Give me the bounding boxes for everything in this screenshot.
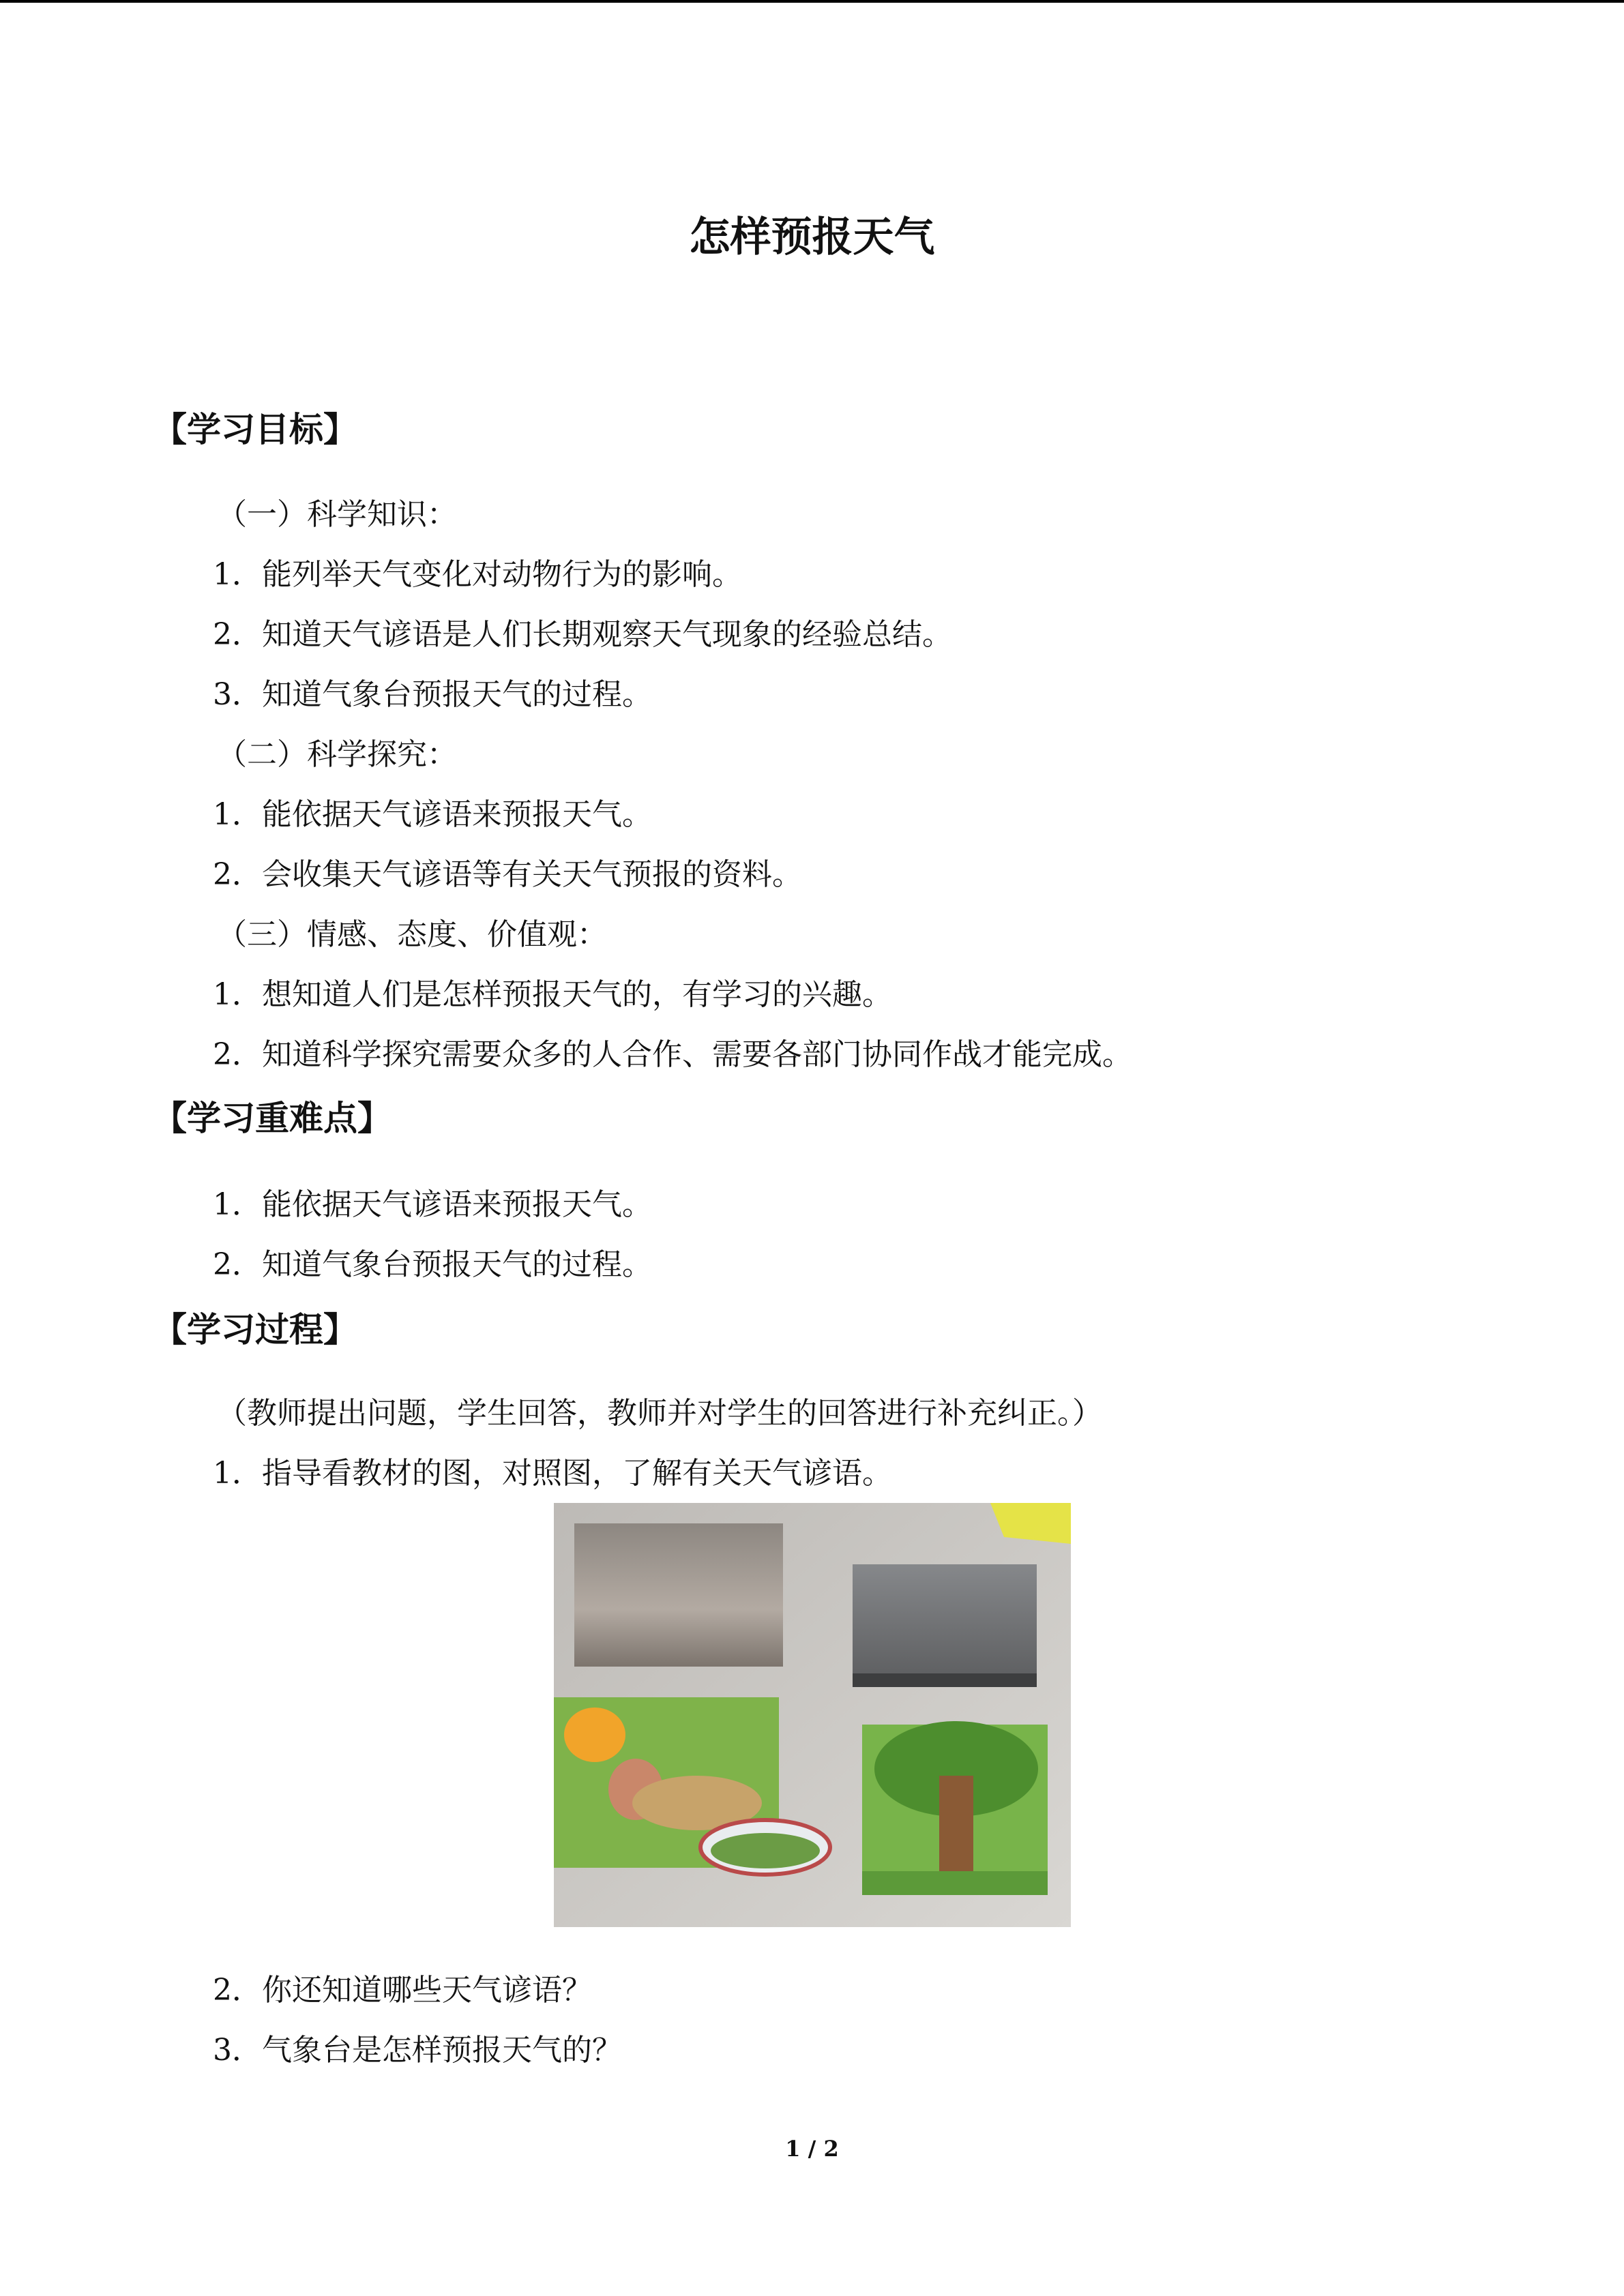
list-item: 2．知道气象台预报天气的过程。	[213, 1247, 652, 1282]
list-item: 3．知道气象台预报天气的过程。	[213, 677, 652, 712]
list-item: 2．知道科学探究需要众多的人合作、需要各部门协同作战才能完成。	[213, 1037, 1132, 1072]
textbook-figure	[554, 1503, 1071, 1927]
page-title: 怎样预报天气	[689, 213, 935, 261]
list-item: 1．指导看教材的图，对照图，了解有关天气谚语。	[213, 1456, 892, 1491]
process-note: （教师提出问题，学生回答，教师并对学生的回答进行补充纠正。）	[217, 1396, 1102, 1431]
list-item: 1．能列举天气变化对动物行为的影响。	[213, 557, 742, 592]
heading-process: 【学习过程】	[153, 1310, 357, 1350]
list-item: 1．能依据天气谚语来预报天气。	[213, 797, 652, 832]
heading-objectives: 【学习目标】	[153, 410, 357, 449]
list-item: 3．气象台是怎样预报天气的？	[213, 2033, 622, 2068]
subheading-knowledge: （一）科学知识：	[217, 497, 457, 532]
subheading-inquiry: （二）科学探究：	[217, 737, 457, 772]
top-border	[0, 0, 1624, 3]
list-item: 2．知道天气谚语是人们长期观察天气现象的经验总结。	[213, 617, 952, 652]
list-item: 2．你还知道哪些天气谚语？	[213, 1973, 592, 2008]
list-item: 1．想知道人们是怎样预报天气的，有学习的兴趣。	[213, 977, 892, 1012]
list-item: 1．能依据天气谚语来预报天气。	[213, 1187, 652, 1222]
list-item: 2．会收集天气谚语等有关天气预报的资料。	[213, 857, 802, 892]
heading-key-points: 【学习重难点】	[153, 1099, 392, 1138]
page-number: 1 / 2	[785, 2136, 839, 2162]
textbook-photo	[554, 1503, 1071, 1927]
subheading-emotion: （三）情感、态度、价值观：	[217, 917, 607, 952]
